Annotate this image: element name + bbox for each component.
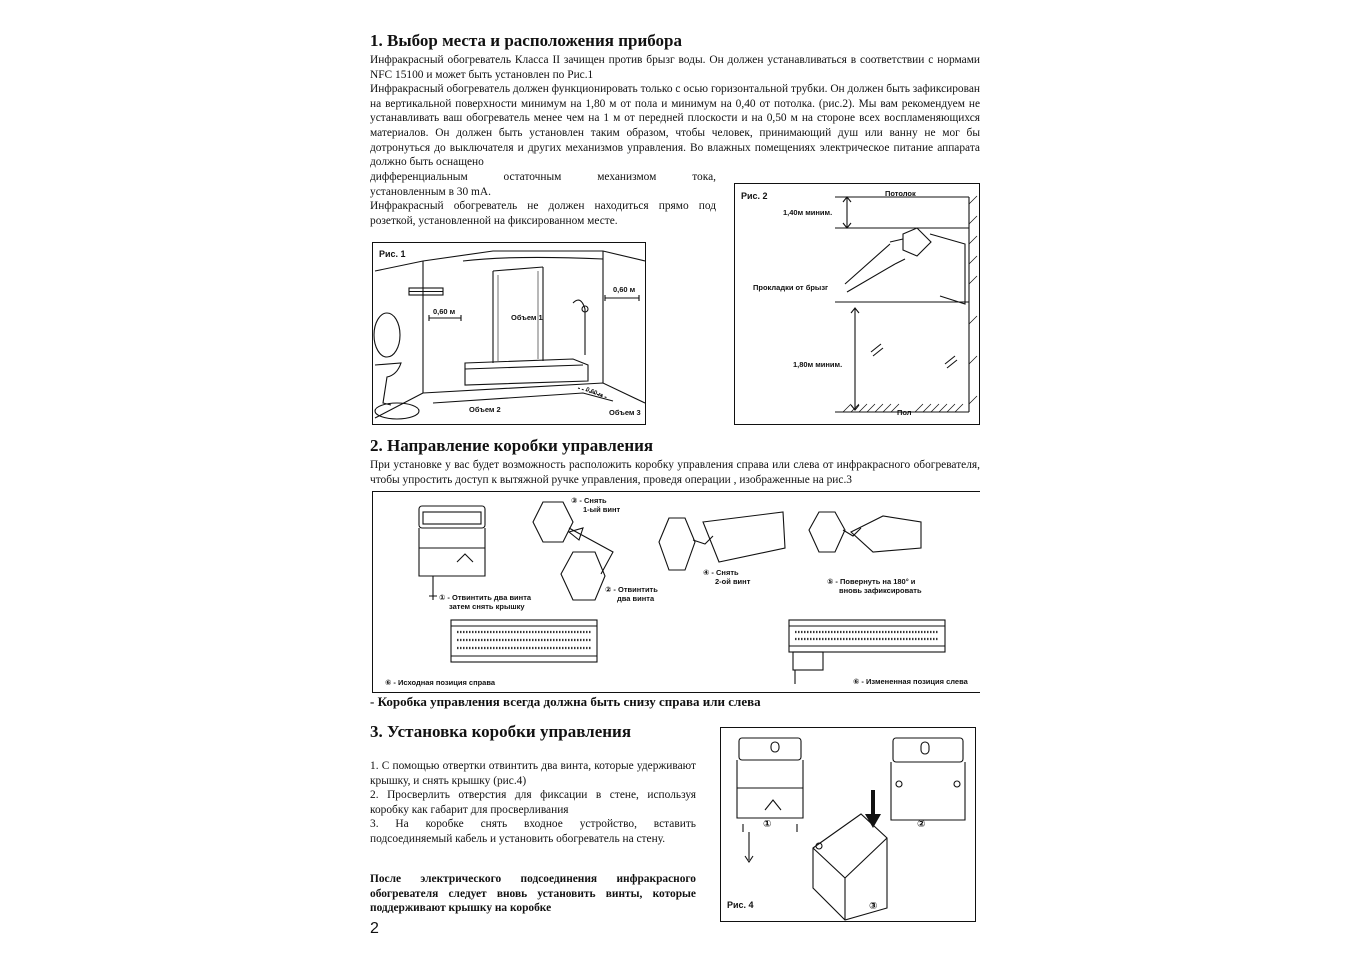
section2-heading: 2. Направление коробки управления (370, 436, 654, 455)
position-right-label: ⑥ - Исходная позиция справа (385, 678, 496, 687)
control-box-note: - Коробка управления всегда должна быть снизу справа или слева (370, 694, 761, 709)
label-060-right: 0,60 м (613, 285, 636, 294)
section1-paragraph-2-tail1: дифференциальным остаточным механизмом тока, (370, 171, 716, 183)
step-3-line-2: 1-ый винт (583, 505, 621, 514)
section3-heading: 3. Установка коробки управления (370, 722, 632, 741)
position-left-label: ⑥ - Измененная позиция слева (853, 677, 968, 686)
figure-2-title: Рис. 2 (741, 191, 768, 201)
label-volume-2: Объем 2 (469, 405, 501, 414)
step-3-line-1: ③ - Снять (571, 496, 607, 505)
figure-4-box-installation (720, 727, 976, 922)
section3-steps (370, 759, 696, 847)
step-5-line-1: ⑤ - Повернуть на 180° и (827, 577, 916, 586)
figure-1-bathroom-zones (372, 242, 646, 425)
section3-step-3: 3. На коробке снять входное устройство, вставить подсоединяемый кабель и установить обогреватель на стену. (370, 818, 696, 845)
step-2-line-1: ② - Отвинтить (605, 585, 658, 594)
label-volume-3: Объем 3 (609, 408, 641, 417)
section1-intro (370, 53, 980, 170)
section1-paragraph-2-tail2: установленным в 30 mA. (370, 185, 491, 198)
section1-heading: 1. Выбор места и расположения прибора (370, 31, 682, 50)
step-4-line-2: 2-ой винт (715, 577, 751, 586)
label-floor: Пол (897, 408, 912, 417)
figure-1-title: Рис. 1 (379, 249, 406, 259)
fig4-number-2: ② (917, 819, 926, 830)
mounting-diagram (735, 184, 980, 425)
fig4-number-3: ③ (869, 901, 878, 912)
section1-paragraph-2: Инфракрасный обогреватель должен функционировать только с осью горизонтальной трубки. Он должен быть зафиксирован на вертикальной поверхности минимум на 1,80 м от пола и минимум на 0,40 от потолка. (рис.2). Мы вам рекомендуем не устанавливать ваш обогреватель менее чем на 1 м от передней плоскости и на 0,50 м на стороне всех воспламеняющихся материалов. Он должен быть установлен таким образом, чтобы человек, принимающий душ или ванну не мог бы дотронуться до выключателя и других механизмов управления. Во влажных помещениях электрическое питание аппарата должно быть оснащено (370, 83, 980, 169)
section2-text: При установке у вас будет возможность расположить коробку управления справа или слева от инфракрасного обогревателя, чтобы упростить доступ к вытяжной ручке управления, проведя операции , изображенные на рис.3 (370, 459, 980, 486)
page-number: 2 (370, 920, 379, 937)
section3-step-1: 1. С помощью отвертки отвинтить два винта, которые удерживают крышку, и снять крышку (рис.4) (370, 760, 696, 787)
step-1-line-2: затем снять крышку (449, 602, 525, 611)
label-060-left: 0,60 м (433, 307, 456, 316)
section3-bold-note: После электрического подсоединения инфракрасного обогревателя следует вновь установить винты, которые поддерживают крышку на коробке (370, 873, 696, 915)
label-volume-1: Объем 1 (511, 313, 543, 322)
step-4-line-1: ④ - Снять (703, 568, 739, 577)
bathroom-illustration (373, 243, 646, 425)
section1-left-column (370, 170, 716, 228)
label-min-180: 1,80м миним. (793, 360, 843, 369)
figure-4-title: Рис. 4 (727, 900, 754, 910)
label-min-140: 1,40м миним. (783, 208, 833, 217)
label-060-floor: 0,60 м (584, 386, 604, 400)
step-5-line-2: вновь зафиксировать (839, 586, 922, 595)
figure-2-mounting-heights (734, 183, 980, 425)
section3-step-2: 2. Просверлить отверстия для фиксации в стене, используя коробку как габарит для просверливания (370, 789, 696, 816)
box-installation-illustration (721, 728, 976, 922)
label-splash-gaskets: Прокладки от брызг (753, 283, 829, 292)
fig4-number-1: ① (763, 819, 772, 830)
section1-paragraph-1: Инфракрасный обогреватель Класса II зачищен против брызг воды. Он должен устанавливаться в соответствии с нормами NFC 15100 и может быть установлен по Рис.1 (370, 54, 980, 81)
section1-paragraph-3: Инфракрасный обогреватель не должен находиться прямо под розеткой, установленной на фиксированном месте. (370, 200, 716, 227)
label-ceiling: Потолок (885, 189, 916, 198)
step-2-line-2: два винта (617, 594, 655, 603)
figure-3-control-box-steps (372, 491, 980, 693)
step-1-line-1: ① - Отвинтить два винта (439, 593, 532, 602)
